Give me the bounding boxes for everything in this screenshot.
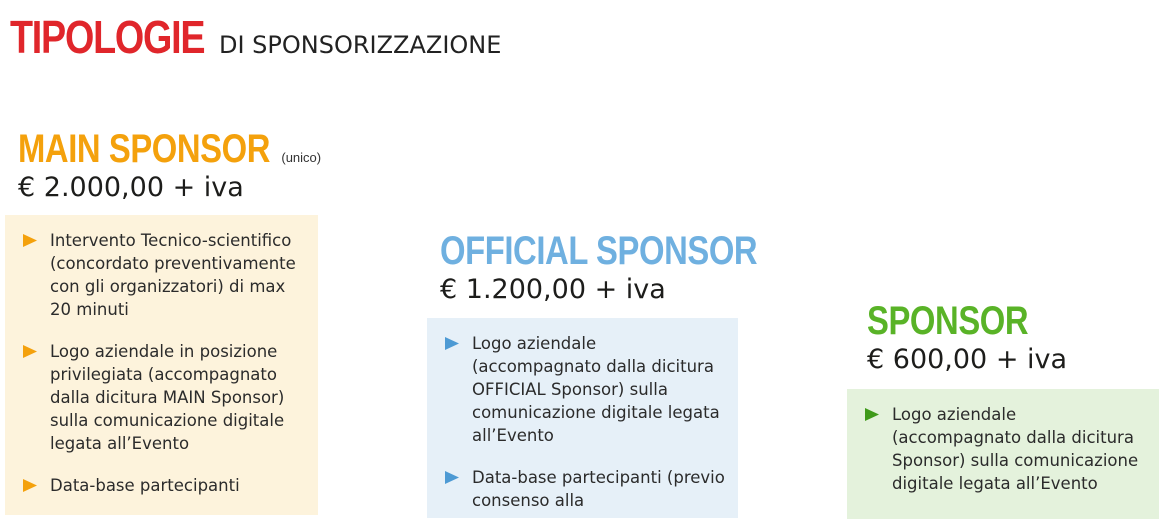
tier-main-benefits — [5, 215, 318, 515]
triangle-arrow-icon — [445, 471, 459, 484]
triangle-arrow-icon — [23, 234, 37, 247]
benefit-text: Data-base partecipanti (previo consenso alla — [472, 468, 725, 510]
tier-main-note: (unico) — [281, 150, 322, 165]
page-title-strong: TIPOLOGIE — [10, 11, 205, 63]
benefit-item — [23, 340, 308, 455]
benefit-text: Logo aziendale in posizione privilegiata (accompagnato dalla dicitura MAIN Sponsor) sulla comunicazione digitale legata all’Evento — [50, 342, 285, 453]
benefit-item — [445, 332, 728, 447]
benefit-item — [23, 474, 308, 497]
benefit-item — [865, 403, 1149, 495]
tier-official-benefits — [427, 318, 738, 518]
tier-main-price: € 2.000,00 + iva — [18, 172, 244, 203]
tier-official-name: OFFICIAL SPONSOR — [440, 229, 758, 273]
benefit-item — [23, 229, 308, 321]
benefit-text: Logo aziendale (accompagnato dalla dicitura Sponsor) sulla comunicazione digitale legata all’Evento — [892, 405, 1139, 493]
tier-sponsor-header — [867, 300, 1067, 375]
page-title — [10, 10, 501, 64]
tier-official-header — [440, 230, 827, 305]
tier-official-price: € 1.200,00 + iva — [440, 274, 666, 305]
benefit-item — [445, 466, 728, 512]
triangle-arrow-icon — [445, 337, 459, 350]
triangle-arrow-icon — [23, 479, 37, 492]
benefit-text: Data-base partecipanti — [50, 476, 240, 495]
tier-main-header — [18, 128, 325, 203]
triangle-arrow-icon — [865, 408, 879, 421]
page-title-light: DI SPONSORIZZAZIONE — [218, 31, 502, 59]
benefit-text: Intervento Tecnico-scientifico (concordato preventivamente con gli organizzatori) di max 20 minuti — [50, 231, 296, 319]
benefit-text: Logo aziendale (accompagnato dalla dicitura OFFICIAL Sponsor) sulla comunicazione digitale legata all’Evento — [472, 334, 720, 445]
triangle-arrow-icon — [23, 345, 37, 358]
tier-sponsor-price: € 600,00 + iva — [867, 344, 1068, 375]
tier-sponsor-name: SPONSOR — [867, 299, 1029, 343]
tier-main-name: MAIN SPONSOR — [18, 127, 271, 171]
